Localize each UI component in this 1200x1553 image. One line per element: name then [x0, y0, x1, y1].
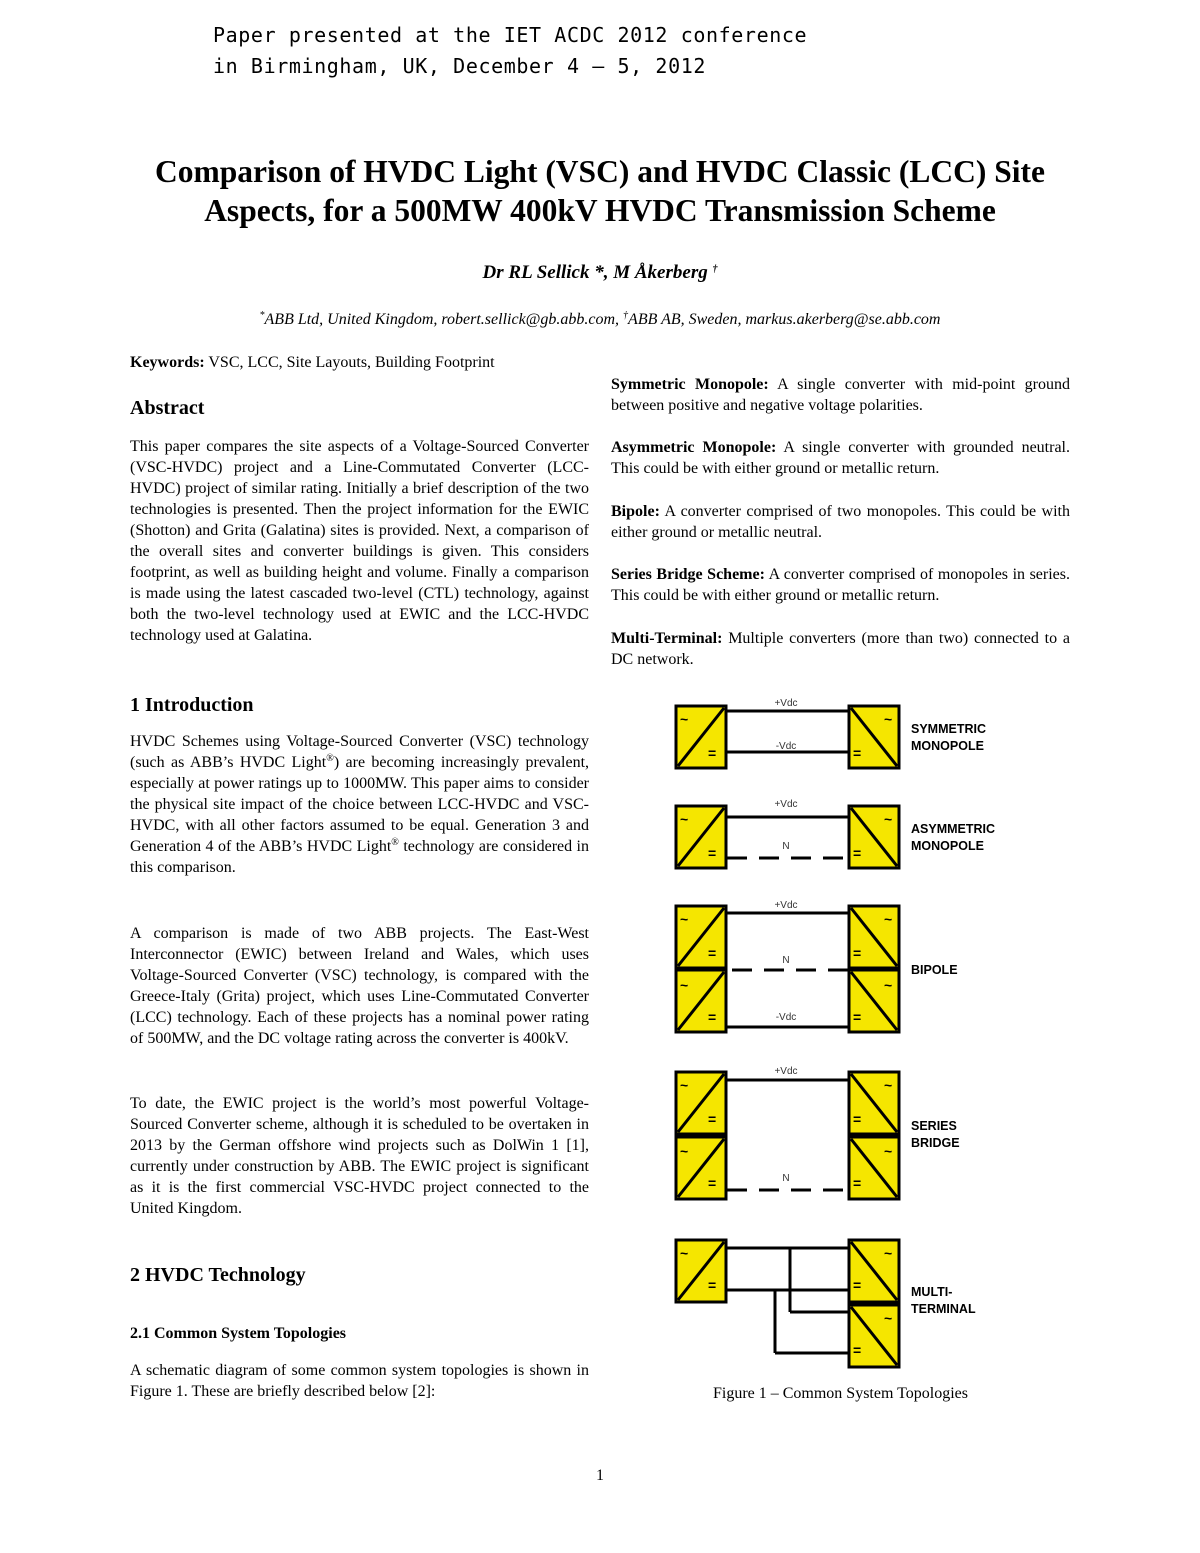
topology-label: MULTI-	[911, 1285, 953, 1299]
ac-symbol: ~	[680, 711, 689, 727]
ac-symbol: ~	[884, 1245, 893, 1261]
author-dagger: †	[712, 264, 718, 275]
ac-symbol: ~	[884, 711, 893, 727]
dc-symbol: =	[708, 1175, 717, 1191]
wire-label: -Vdc	[775, 741, 797, 752]
topology-label: MONOPOLE	[911, 839, 984, 853]
ac-symbol: ~	[884, 977, 893, 993]
ac-symbol: ~	[884, 911, 893, 927]
intro-p1a: HVDC Schemes using Voltage-Sourced Converter (VSC) technology (such as ABB’s HVDC Light	[130, 733, 589, 771]
def-term: Asymmetric Monopole:	[611, 439, 777, 456]
def-series	[611, 564, 1070, 606]
intro-para-1	[130, 731, 589, 878]
page-number: 1	[596, 1467, 604, 1484]
section2-heading: 2 HVDC Technology	[130, 1264, 306, 1286]
topology-label: SERIES	[911, 1119, 957, 1133]
intro-para-2: A comparison is made of two ABB projects. The East-West Interconnector (EWIC) between Ireland and Wales, which uses Voltage-Sourced Converter (VSC) technology, is compared with the Greece-Italy (Grita) project, which uses Line-Commutated Converter (LCC) technology. Each of these projects has a nominal power rating of 500MW, and the DC voltage rating across the converter is 400kV.	[130, 925, 589, 1047]
ac-symbol: ~	[884, 1310, 893, 1326]
title-line-1: Comparison of HVDC Light (VSC) and HVDC Classic (LCC) Site	[155, 154, 1045, 189]
section2-subheading: 2.1 Common System Topologies	[130, 1325, 347, 1342]
dc-symbol: =	[853, 1277, 862, 1293]
def-text: A single converter with mid-point ground between positive and negative voltage polarities.	[611, 376, 1070, 414]
ac-symbol: ~	[680, 1245, 689, 1261]
dc-symbol: =	[708, 945, 717, 961]
header-line-1: Paper presented at the IET ACDC 2012 conference	[213, 23, 808, 47]
intro-p1b: ) are becoming increasingly prevalent, especially at power ratings up to 1000MW. This paper aims to consider the physical site impact of the choice between LCC-HVDC and VSC-HVDC, with all other factors assumed to be equal. Generation 3 and Generation 4 of the ABB’s HVDC Light	[130, 754, 590, 855]
title-line-2: Aspects, for a 500MW 400kV HVDC Transmission Scheme	[204, 193, 996, 228]
topology-label: ASYMMETRIC	[911, 822, 996, 836]
def-text: A converter comprised of two monopoles. This could be with either ground or metallic neutral.	[611, 503, 1070, 541]
conference-header	[213, 20, 807, 82]
keywords	[130, 352, 589, 373]
reg-mark-1: ®	[326, 753, 334, 764]
dc-symbol: =	[853, 1009, 862, 1025]
authors	[0, 262, 1200, 284]
wire-label: +Vdc	[774, 1066, 798, 1077]
keywords-label: Keywords:	[130, 354, 205, 371]
def-symmetric	[611, 374, 1070, 416]
intro-p1	[130, 731, 589, 878]
reg-mark-2: ®	[391, 837, 399, 848]
intro-p3	[130, 1093, 589, 1219]
ac-symbol: ~	[680, 1077, 689, 1093]
wire-label: N	[782, 841, 790, 852]
def-bipole	[611, 501, 1070, 543]
ac-symbol: ~	[884, 1143, 893, 1159]
affil-1: ABB Ltd, United Kingdom, robert.sellick@gb.abb.com,	[264, 311, 624, 328]
ac-symbol: ~	[680, 977, 689, 993]
affil-dagger: †	[623, 310, 629, 321]
dc-symbol: =	[853, 1342, 862, 1358]
def-asymmetric	[611, 437, 1070, 479]
wire-label: N	[782, 1173, 790, 1184]
def-text: A single converter with grounded neutral. This could be with either ground or metallic return.	[611, 439, 1070, 477]
affil-star: *	[259, 310, 265, 321]
topology-label: MONOPOLE	[911, 739, 984, 753]
intro-p1c: technology are considered in this comparison.	[130, 838, 589, 876]
ac-symbol: ~	[680, 1143, 689, 1159]
wire-label: -Vdc	[775, 1012, 797, 1023]
paper-title	[60, 152, 1140, 230]
abstract-heading: Abstract	[130, 397, 205, 419]
def-text: Multiple converters (more than two) connected to a DC network.	[611, 630, 1070, 668]
keywords-text: VSC, LCC, Site Layouts, Building Footprint	[204, 354, 495, 371]
wire-label: +Vdc	[774, 799, 798, 810]
affiliations	[0, 311, 1200, 329]
intro-para-3: To date, the EWIC project is the world’s most powerful Voltage-Sourced Converter scheme, although it is scheduled to be overtaken in 2013 by the German offshore wind projects such as DolWin 1 [1], currently under construction by ABB. The EWIC project is significant as it is the first commercial VSC-HVDC project connected to the United Kingdom.	[130, 1095, 589, 1217]
topology-diagram	[600, 690, 1080, 1380]
def-term: Series Bridge Scheme:	[611, 566, 765, 583]
ac-symbol: ~	[884, 811, 893, 827]
header-line-2: in Birmingham, UK, December 4 – 5, 2012	[213, 54, 706, 78]
dc-symbol: =	[708, 845, 717, 861]
dc-symbol: =	[853, 945, 862, 961]
topology-label: BIPOLE	[911, 963, 958, 977]
dc-symbol: =	[853, 1175, 862, 1191]
abstract-text: This paper compares the site aspects of a Voltage-Sourced Converter (VSC-HVDC) project and a Line-Commutated Converter (LCC-HVDC) project of similar rating. Initially a brief description of the two technologies is presented. Then the project information for the EWIC (Shotton) and Grita (Galatina) sites is provided. Next, a comparison of the overall sites and converter buildings is given. This considers footprint, as well as building height and volume. Finally a comparison is made using the latest cascaded two-level (CTL) technology, against both the two-level technology used at EWIC and the LCC-HVDC technology used at Galatina.	[130, 438, 589, 644]
topology-label: BRIDGE	[911, 1136, 960, 1150]
section2-body	[130, 1360, 589, 1402]
dc-symbol: =	[708, 1111, 717, 1127]
def-term: Bipole:	[611, 503, 660, 520]
intro-p2	[130, 923, 589, 1049]
dc-symbol: =	[708, 1277, 717, 1293]
topology-label: SYMMETRIC	[911, 722, 986, 736]
wire-label: N	[782, 955, 790, 966]
affil-2: ABB AB, Sweden, markus.akerberg@se.abb.com	[628, 311, 941, 328]
topology-label: TERMINAL	[911, 1302, 976, 1316]
def-term: Symmetric Monopole:	[611, 376, 769, 393]
intro-heading: 1 Introduction	[130, 694, 254, 716]
abstract-body	[130, 436, 589, 646]
ac-symbol: ~	[680, 911, 689, 927]
dc-symbol: =	[853, 845, 862, 861]
dc-symbol: =	[708, 745, 717, 761]
wire-label: +Vdc	[774, 900, 798, 911]
section2-text: A schematic diagram of some common system topologies is shown in Figure 1. These are briefly described below [2]:	[130, 1362, 589, 1400]
def-term: Multi-Terminal:	[611, 630, 723, 647]
author-names: Dr RL Sellick *, M Åkerberg	[482, 262, 708, 283]
figure-caption: Figure 1 – Common System Topologies	[712, 1385, 969, 1402]
dc-symbol: =	[853, 1111, 862, 1127]
ac-symbol: ~	[884, 1077, 893, 1093]
wire-label: +Vdc	[774, 698, 798, 709]
ac-symbol: ~	[680, 811, 689, 827]
dc-symbol: =	[853, 745, 862, 761]
def-text: A converter comprised of monopoles in series. This could be with either ground or metallic return.	[611, 566, 1070, 604]
dc-symbol: =	[708, 1009, 717, 1025]
def-multi	[611, 628, 1070, 670]
